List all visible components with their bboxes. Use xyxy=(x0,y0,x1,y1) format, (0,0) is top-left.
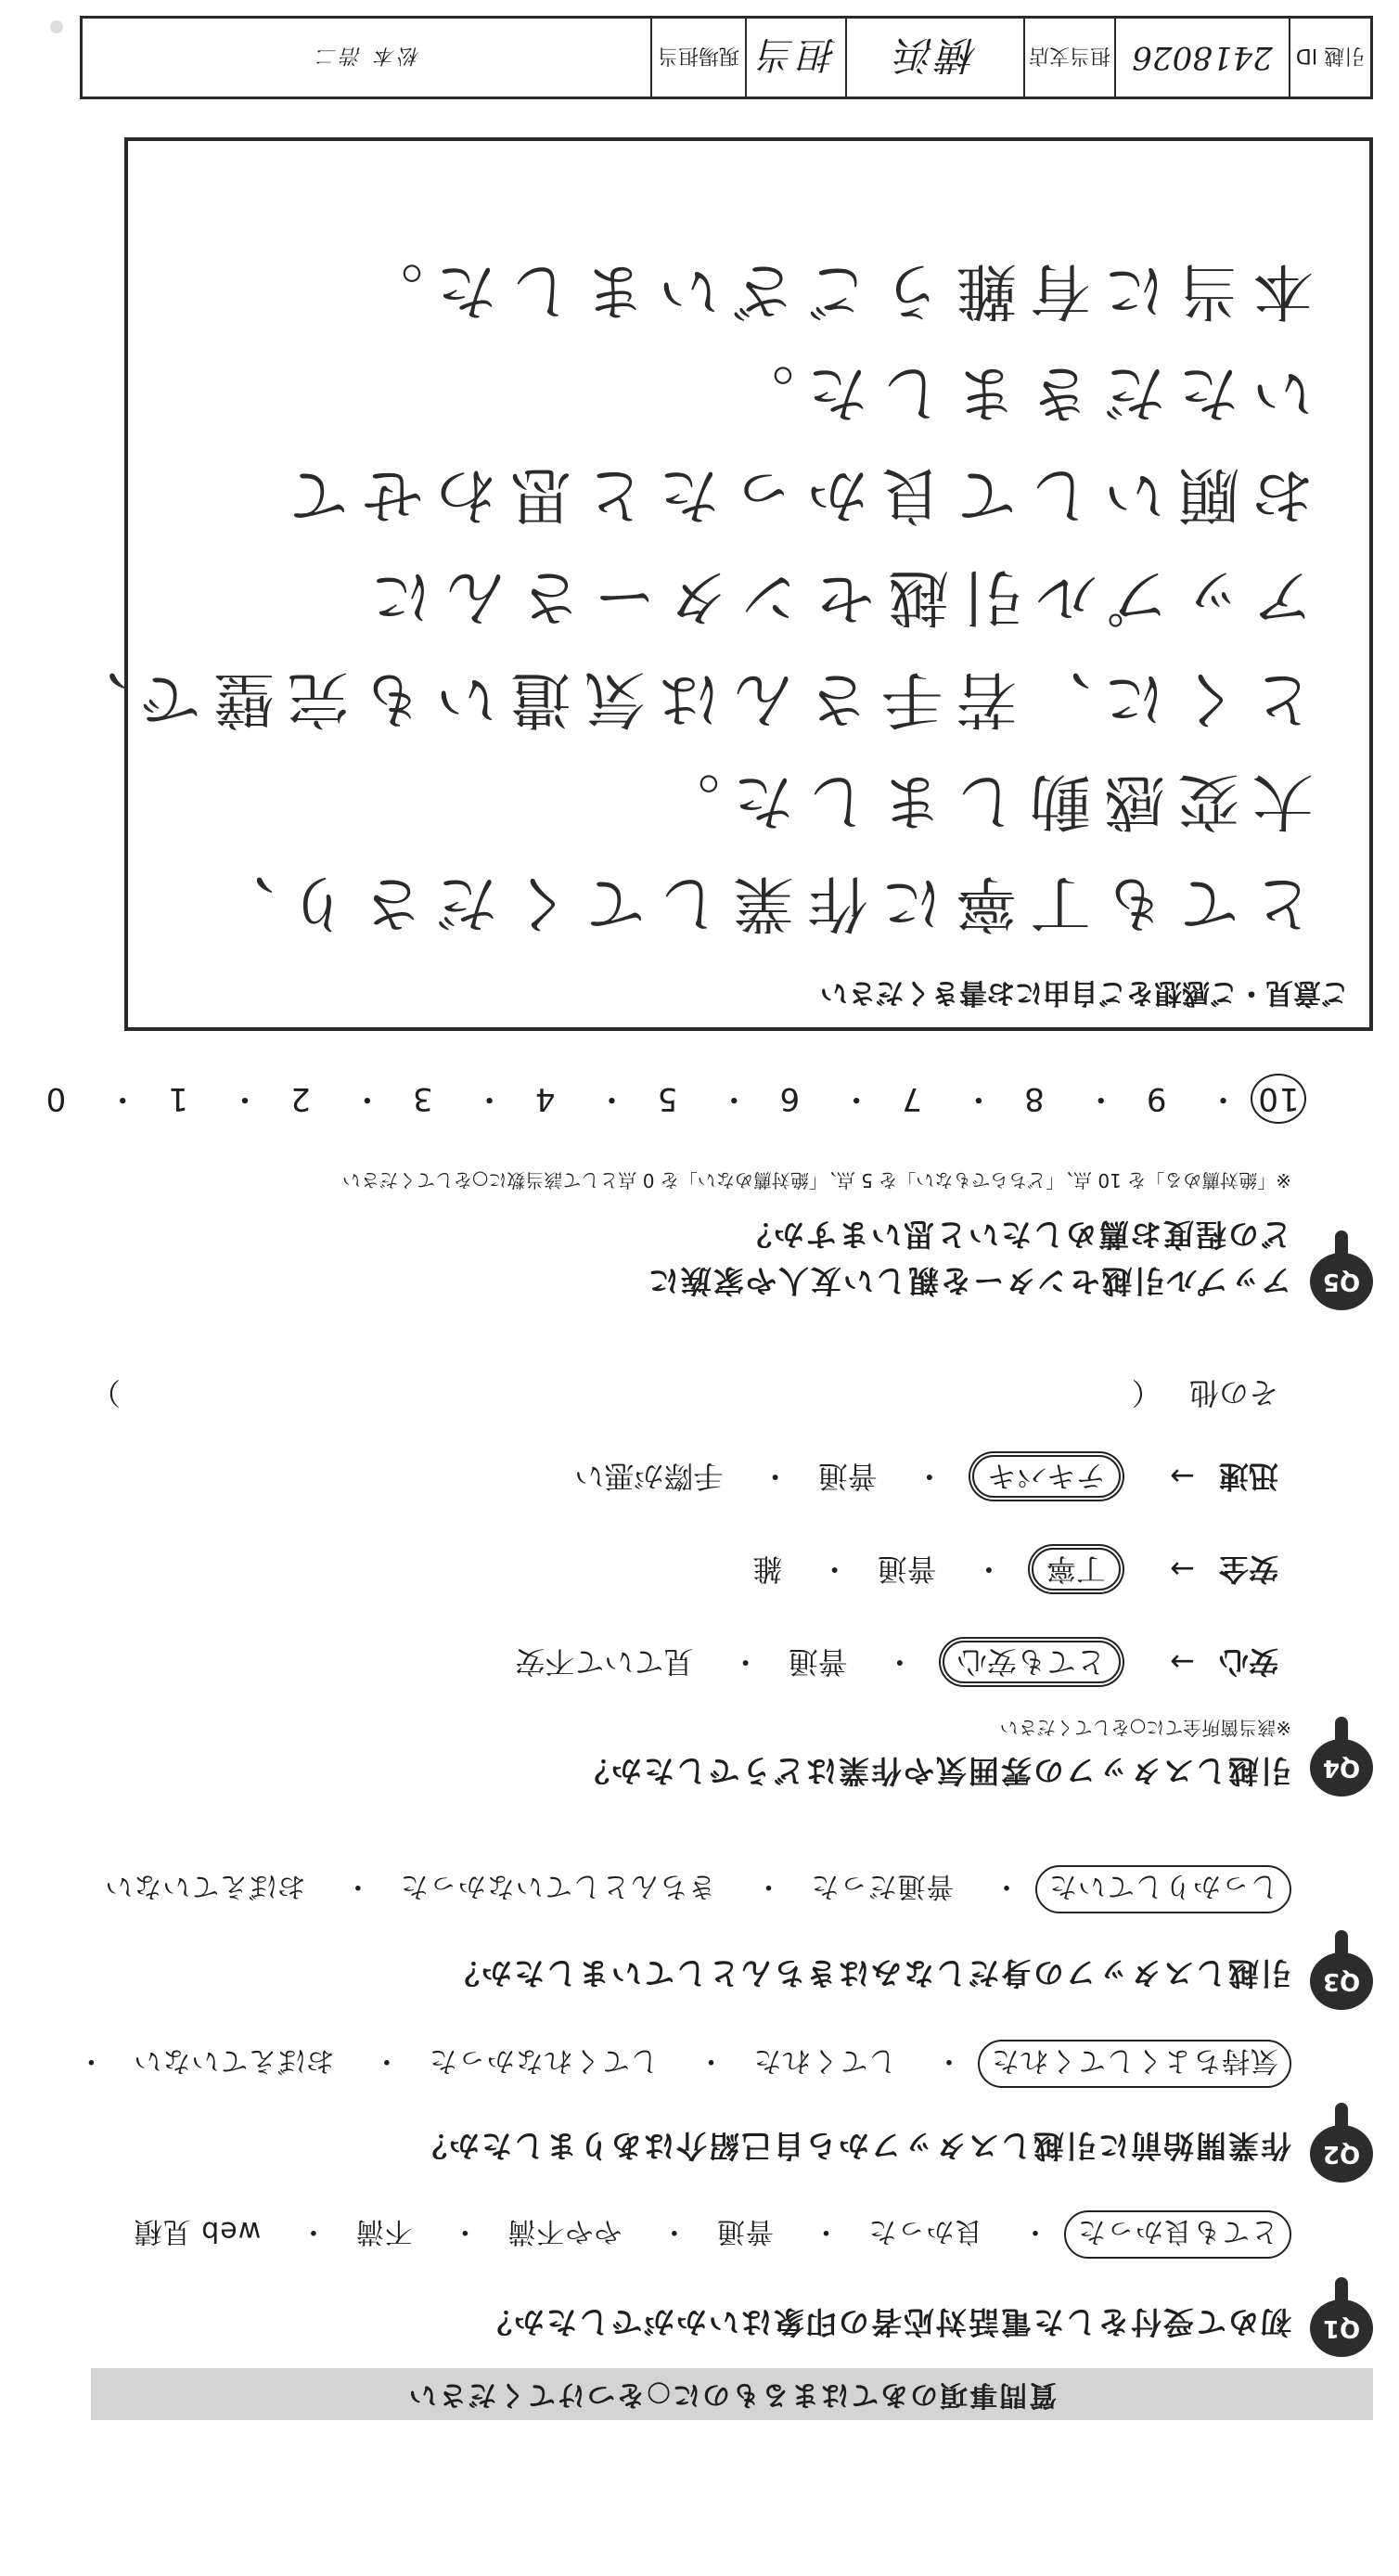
q5-score[interactable]: 8 xyxy=(1023,1080,1045,1117)
supervisor-signature: 松本 浩二 xyxy=(313,44,420,68)
q4-option-selected[interactable]: とても安心 xyxy=(943,1641,1121,1683)
q4-other xyxy=(91,1373,1278,1416)
q5-score[interactable]: 4 xyxy=(533,1080,556,1117)
q5-score-selected[interactable]: 10 xyxy=(1251,1074,1306,1124)
q4-option[interactable]: 普通 xyxy=(877,1552,937,1587)
q3-options: しっかりしていた・ 普通だった・ きちんとしていなかった・ おぼえていない xyxy=(104,1869,1278,1910)
move-id-header: 引越 ID xyxy=(1289,19,1370,97)
staff-stamp: 担当 xyxy=(745,19,845,97)
q4-option[interactable]: 普通 xyxy=(817,1459,878,1494)
branch-signature: 横浜 xyxy=(845,19,1023,97)
supervisor-header: 現場担当 xyxy=(650,19,745,97)
q2-question: 作業開始前に引越しスタッフから自己紹介はありましたか？ xyxy=(415,2128,1291,2164)
q4-row-label: 安心 xyxy=(1218,1644,1278,1680)
q5-badge: Q5 xyxy=(1310,1253,1373,1310)
q5-badge-stem xyxy=(1335,1230,1348,1255)
q1-option[interactable]: web 見積 xyxy=(133,2215,262,2248)
q4-badge: Q4 xyxy=(1310,1739,1373,1797)
q4-other-close-paren: ） xyxy=(91,1375,122,1410)
arrow-icon: → xyxy=(1170,1459,1195,1494)
q4-option[interactable]: 雑 xyxy=(752,1552,783,1587)
q4-option-selected[interactable]: テキパキ xyxy=(972,1455,1121,1498)
q4-row-security: 安全→ 丁寧・ 普通・ 雑 xyxy=(752,1550,1278,1592)
q3-option[interactable]: おぼえていない xyxy=(104,1870,306,1902)
q5-note: ※「絶対薦める」を 10 点、「どちらでもない」を 5 点、「絶対薦めない」を 0 点として該当数に○をしてください xyxy=(341,1169,1291,1191)
q4-option-selected[interactable]: 丁寧 xyxy=(1032,1548,1121,1591)
instruction-band xyxy=(91,2368,1373,2420)
q4-other-label: その他 xyxy=(1188,1375,1278,1410)
q4-row-safety: 安心→ とても安心・ 普通・ 見ていて不安 xyxy=(515,1642,1278,1685)
q5-score[interactable]: 9 xyxy=(1145,1080,1167,1117)
instruction-text: 質問事項のあてはまるものに○をつけてください xyxy=(406,2378,1058,2411)
q3-badge: Q3 xyxy=(1310,1952,1373,2010)
q2-badge: Q2 xyxy=(1310,2125,1373,2183)
punch-hole xyxy=(50,20,63,33)
q1-badge-stem xyxy=(1335,2277,1348,2301)
q3-badge-stem xyxy=(1335,1930,1348,1954)
q4-option[interactable]: 普通 xyxy=(788,1644,848,1680)
q1-question: 初めて受付をした電話対応者の印象はいかがでしたか？ xyxy=(480,2304,1291,2340)
q5-scale: 10・ 9・ 8・ 7・ 6・ 5・ 4・ 3・ 2・ 1・ 0 xyxy=(28,1074,1306,1125)
q5-score[interactable]: 1 xyxy=(167,1080,189,1117)
q1-option[interactable]: 不満 xyxy=(354,2215,413,2248)
q5-score[interactable]: 5 xyxy=(656,1080,678,1117)
q4-row-label: 安全 xyxy=(1218,1552,1278,1587)
q5-score[interactable]: 7 xyxy=(901,1080,922,1117)
q2-option[interactable]: してくれた xyxy=(752,2044,897,2077)
q4-question: 引越しスタッフの雰囲気や作業はどうでしたか？ xyxy=(577,1753,1291,1789)
q3-option-selected[interactable]: しっかりしていた xyxy=(1035,1865,1291,1913)
q1-badge: Q1 xyxy=(1310,2299,1373,2357)
q2-option[interactable]: おぼえていない xyxy=(133,2044,335,2077)
q5-question-line2: どの程度お薦めしたいと思いますか？ xyxy=(739,1217,1291,1253)
q2-badge-stem xyxy=(1335,2103,1348,2127)
office-use-table xyxy=(80,16,1373,99)
q3-option[interactable]: 普通だった xyxy=(810,1870,955,1902)
handwritten-line: とても丁寧に作業してくださり、 xyxy=(200,868,1314,939)
handwritten-line: とくに、若手さんは気遣いも完璧で、 xyxy=(53,663,1314,735)
q4-option[interactable]: 見ていて不安 xyxy=(515,1644,694,1680)
q4-note: ※該当箇所全てに○をしてください xyxy=(999,1717,1291,1739)
q1-option[interactable]: 良かった xyxy=(867,2215,983,2248)
q5-score[interactable]: 6 xyxy=(778,1080,801,1117)
q4-badge-stem xyxy=(1335,1717,1348,1741)
q1-option-selected[interactable]: とても良かった xyxy=(1064,2210,1291,2259)
q4-option[interactable]: 手際が悪い xyxy=(574,1459,724,1494)
q2-option-selected[interactable]: 気持ちよくしてくれた xyxy=(978,2040,1291,2088)
arrow-icon: → xyxy=(1170,1552,1195,1587)
q2-options: 気持ちよくしてくれた・ してくれた・ してくれなかった・ おぼえていない・ xyxy=(39,2043,1278,2084)
q5-score[interactable]: 3 xyxy=(412,1080,433,1117)
comment-box-title: ご意見・ご感想をご自由にお書きください xyxy=(820,976,1349,1009)
q1-option[interactable]: 普通 xyxy=(715,2215,774,2248)
q4-other-open-paren: （ xyxy=(1131,1375,1162,1410)
handwritten-line: いただきました。 xyxy=(720,357,1314,429)
comment-box[interactable] xyxy=(53,137,1373,1031)
move-id-value: 2418026 xyxy=(1114,19,1289,97)
handwritten-line: 本当に有難うございました。 xyxy=(349,255,1314,327)
q5-question-line1: アップル引越センターを親しい友人や家族に xyxy=(646,1263,1291,1299)
branch-header: 担当支店 xyxy=(1023,19,1114,97)
q1-options: とても良かった・ 良かった・ 普通・ やや不満・ 不満・ web 見積 xyxy=(134,2214,1278,2255)
handwritten-line: お願いして良かったと思わせて xyxy=(275,459,1314,531)
q2-option[interactable]: してくれなかった xyxy=(428,2044,659,2077)
handwritten-line: アップル引越センターさんに xyxy=(357,561,1314,633)
q5-score[interactable]: 2 xyxy=(289,1080,311,1117)
q3-option[interactable]: きちんとしていなかった xyxy=(399,1870,716,1902)
q1-option[interactable]: やや不満 xyxy=(507,2215,622,2248)
q3-question: 引越しスタッフの身だしなみはきちんとしていましたか？ xyxy=(447,1955,1291,1991)
handwritten-line: 大変感動しました。 xyxy=(646,766,1314,837)
q4-row-label: 迅速 xyxy=(1218,1459,1278,1494)
arrow-icon: → xyxy=(1170,1644,1195,1680)
q5-score[interactable]: 0 xyxy=(45,1080,67,1117)
q4-row-speed: 迅速→ テキパキ・ 普通・ 手際が悪い xyxy=(574,1457,1278,1500)
